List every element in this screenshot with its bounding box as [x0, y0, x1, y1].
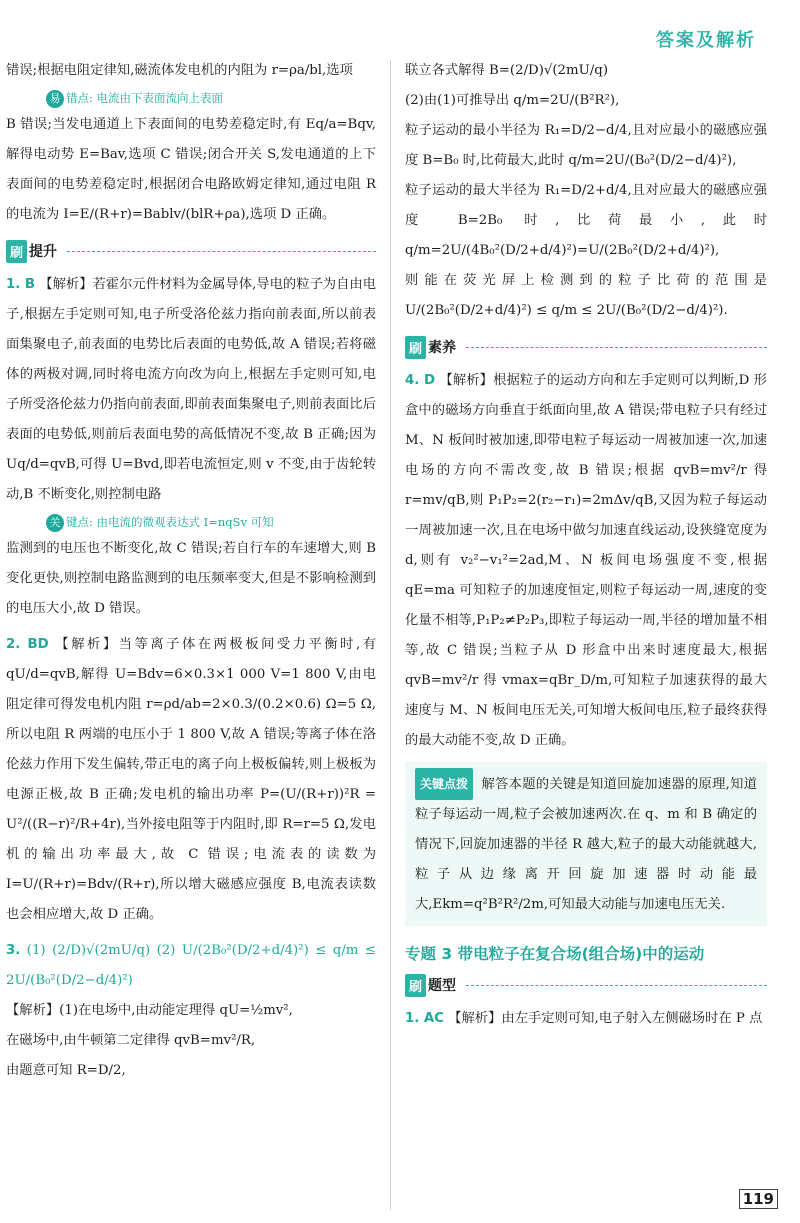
section-tisheng	[6, 238, 376, 264]
question-1	[6, 270, 376, 510]
section-suyang	[405, 334, 767, 360]
question-3-answer-text: (1) (2/D)√(2mU/q) (2) U/(2B₀²(D/2+d/4)²) ≤ q/m ≤ 2U/(B₀²(D/2−d/4)²)	[6, 943, 377, 988]
keypoint-paragraph	[415, 768, 757, 920]
question-number: 4. D	[405, 373, 436, 388]
question-3-analysis: 【解析】(1)在电场中,由动能定理得 qU=½mv²,	[6, 1003, 293, 1018]
page-header-title: 答案及解析	[656, 30, 756, 51]
question-3-line-3: 由题意可知 R=D/2,	[6, 1063, 126, 1078]
page-number: 119	[739, 1189, 778, 1209]
intro-paragraph: 错误;根据电阻定律知,磁流体发电机的内阻为 r=ρa/bl,选项	[6, 63, 353, 78]
keypoint-box	[405, 762, 767, 926]
section-divider	[466, 985, 767, 986]
option-b-paragraph: B 错误;当发电通道上下表面间的电势差稳定时,有 Eq/a=Bqv,解得电动势 E=Bav,选项 C 错误;闭合开关 S,发电通道的上下表面间的电势差稳定时,根据闭合电路欧姆定律知,通过电阻 R 的电流为 I=E/(R+r)=Bablv/(blR+ρa),选项 D 正确。	[6, 117, 376, 222]
section-label: 题型	[428, 978, 457, 994]
question-4-text: 【解析】根据粒子的运动方向和左手定则可以判断,D 形盒中的磁场方向垂直于纸面向里,故 A 错误;带电粒子只有经过 M、N 板间时被加速,即带电粒子每运动一周被加速一次,加速电场的方向不需改变,故 B 错误;根据 qvB=mv²/r 得 r=mv/qB,则 P₁P₂=2(r₂−r₁)=2mΔv/qB,又因为粒子每运动一周被加速一次,且在电场中做匀加速直线运动,设狭缝宽度为 d,则有 v₂²−v₁²=2ad,M、N 板间电场强度不变,根据 qE=ma 可知粒子的加速度恒定,则粒子每运动一周,速度的变化量不相等,P₁P₂≠P₂P₃,即粒子每运动一周,半径的增加量不相等,故 C 错误;当粒子从 D 形盒中出来时速度最大,根据 qvB=mv²/r 得 vmax=qBr_D/m,可知粒子加速获得的最大速度与 M、N 板间电压无关,可知增大板间电压,粒子最终获得的最大动能不变,故 D 正确。	[405, 373, 767, 748]
keypoint-text: 解答本题的关键是知道回旋加速器的原理,知道粒子每运动一周,粒子会被加速两次.在 q、m 和 B 确定的情况下,回旋加速器的半径 R 越大,粒子的最大动能就越大,粒子从边缘离开回旋加速器时动能最大,Ekm=q²B²R²/2m,可知最大动能与加速电压无关.	[415, 777, 757, 912]
section-divider	[466, 347, 767, 348]
section-badge: 刷	[6, 240, 27, 263]
section-tixing	[405, 972, 767, 998]
keypoint-tag: 关键点拨	[415, 768, 473, 800]
question-4	[405, 366, 767, 756]
key-note	[46, 510, 376, 534]
key-note-badge: 关	[46, 514, 64, 532]
solution-line-1: 联立各式解得 B=(2/D)√(2mU/q)	[405, 63, 609, 78]
section-badge: 刷	[405, 974, 426, 997]
section-badge: 刷	[405, 336, 426, 359]
question-2-text: 【解析】当等离子体在两极板间受力平衡时,有 qU/d=qvB,解得 U=Bdv=6×0.3×1 000 V=1 800 V,由电阻定律可得发电机内阻 r=ρd/ab=2×0.3/(0.2×0.6) Ω=5 Ω,所以电阻 R 两端的电压小于 1 800 V,故 A 错误;等离子体在洛伦兹力作用下发生偏转,带正电的离子向上极板偏转,则上极板为电源正极,故 B 正确;发电机的输出功率 P=(U/(R+r))²R = U²/((R−r)²/R+4r),当外接电阻等于内阻时,即 R=r=5 Ω,发电机的输出功率最大,故 C 错误;电流表的读数为 I=U/(R+r)=Bdv/(R+r),所以增大磁感应强度 B,电流表读数也会相应增大,故 D 正确。	[6, 637, 376, 922]
question-1-text: 【解析】若霍尔元件材料为金属导体,导电的粒子为自由电子,根据左手定则可知,电子所受洛伦兹力指向前表面,所以前表面集聚电子,前表面的电势比后表面的电势低,故 A 错误;若将磁体的两极对调,同时将电流方向改为向上,根据左手定则可知,电子所受洛伦兹力仍指向前表面,即前表面集聚电子,则前表面比后表面的电势低,则前后表面电势的高低情况不变,故 B 正确;因为 Uq/d=qvB,可得 U=Bvd,即若电流恒定,则 v 不变,由于齿轮转动,B 不断变化,则控制电路	[6, 277, 376, 502]
key-note-text: 键点: 由电流的微观表达式 I=nqSv 可知	[66, 515, 274, 529]
section-label: 素养	[428, 340, 457, 356]
question-3-answer	[6, 936, 376, 996]
question-number: 1. B	[6, 277, 36, 292]
question-2	[6, 630, 376, 930]
solution-line-5: 则能在荧光屏上检测到的粒子比荷的范围是 U/(2B₀²(D/2+d/4)²) ≤ q/m ≤ 2U/(B₀²(D/2−d/4)²).	[405, 273, 767, 318]
solution-line-2: (2)由(1)可推导出 q/m=2U/(B²R²),	[405, 93, 620, 108]
solution-line-4: 粒子运动的最大半径为 R₁=D/2+d/4,且对应最大的磁感应强度 B=2B₀ 时,比荷最小,此时 q/m=2U/(4B₀²(D/2+d/4)²)=U/(2B₀²(D/2+d/4)²),	[405, 183, 767, 258]
question-5-text: 【解析】由左手定则可知,电子射入左侧磁场时在 P 点	[448, 1011, 763, 1026]
error-note	[46, 86, 376, 110]
question-number: 3.	[6, 943, 21, 958]
question-number: 1. AC	[405, 1011, 444, 1026]
question-3-line-2: 在磁场中,由牛顿第二定律得 qvB=mv²/R,	[6, 1033, 256, 1048]
error-note-text: 错点: 电流由下表面流向上表面	[66, 91, 224, 105]
left-column	[6, 56, 376, 1086]
section-label: 提升	[29, 244, 58, 260]
column-divider	[390, 60, 391, 1210]
error-note-badge: 易	[46, 90, 64, 108]
question-number: 2. BD	[6, 637, 49, 652]
right-column	[405, 56, 767, 1034]
topic-title: 专题 3 带电粒子在复合场(组合场)中的运动	[405, 945, 705, 963]
question-1-continued: 监测到的电压也不断变化,故 C 错误;若自行车的车速增大,则 B 变化更快,则控制电路监测到的电压频率变大,但是不影响检测到的电压大小,故 D 错误。	[6, 541, 376, 616]
section-divider	[67, 251, 376, 252]
solution-line-3: 粒子运动的最小半径为 R₁=D/2−d/4,且对应最小的磁感应强度 B=B₀ 时,比荷最大,此时 q/m=2U/(B₀²(D/2−d/4)²),	[405, 123, 767, 168]
question-5	[405, 1004, 767, 1034]
